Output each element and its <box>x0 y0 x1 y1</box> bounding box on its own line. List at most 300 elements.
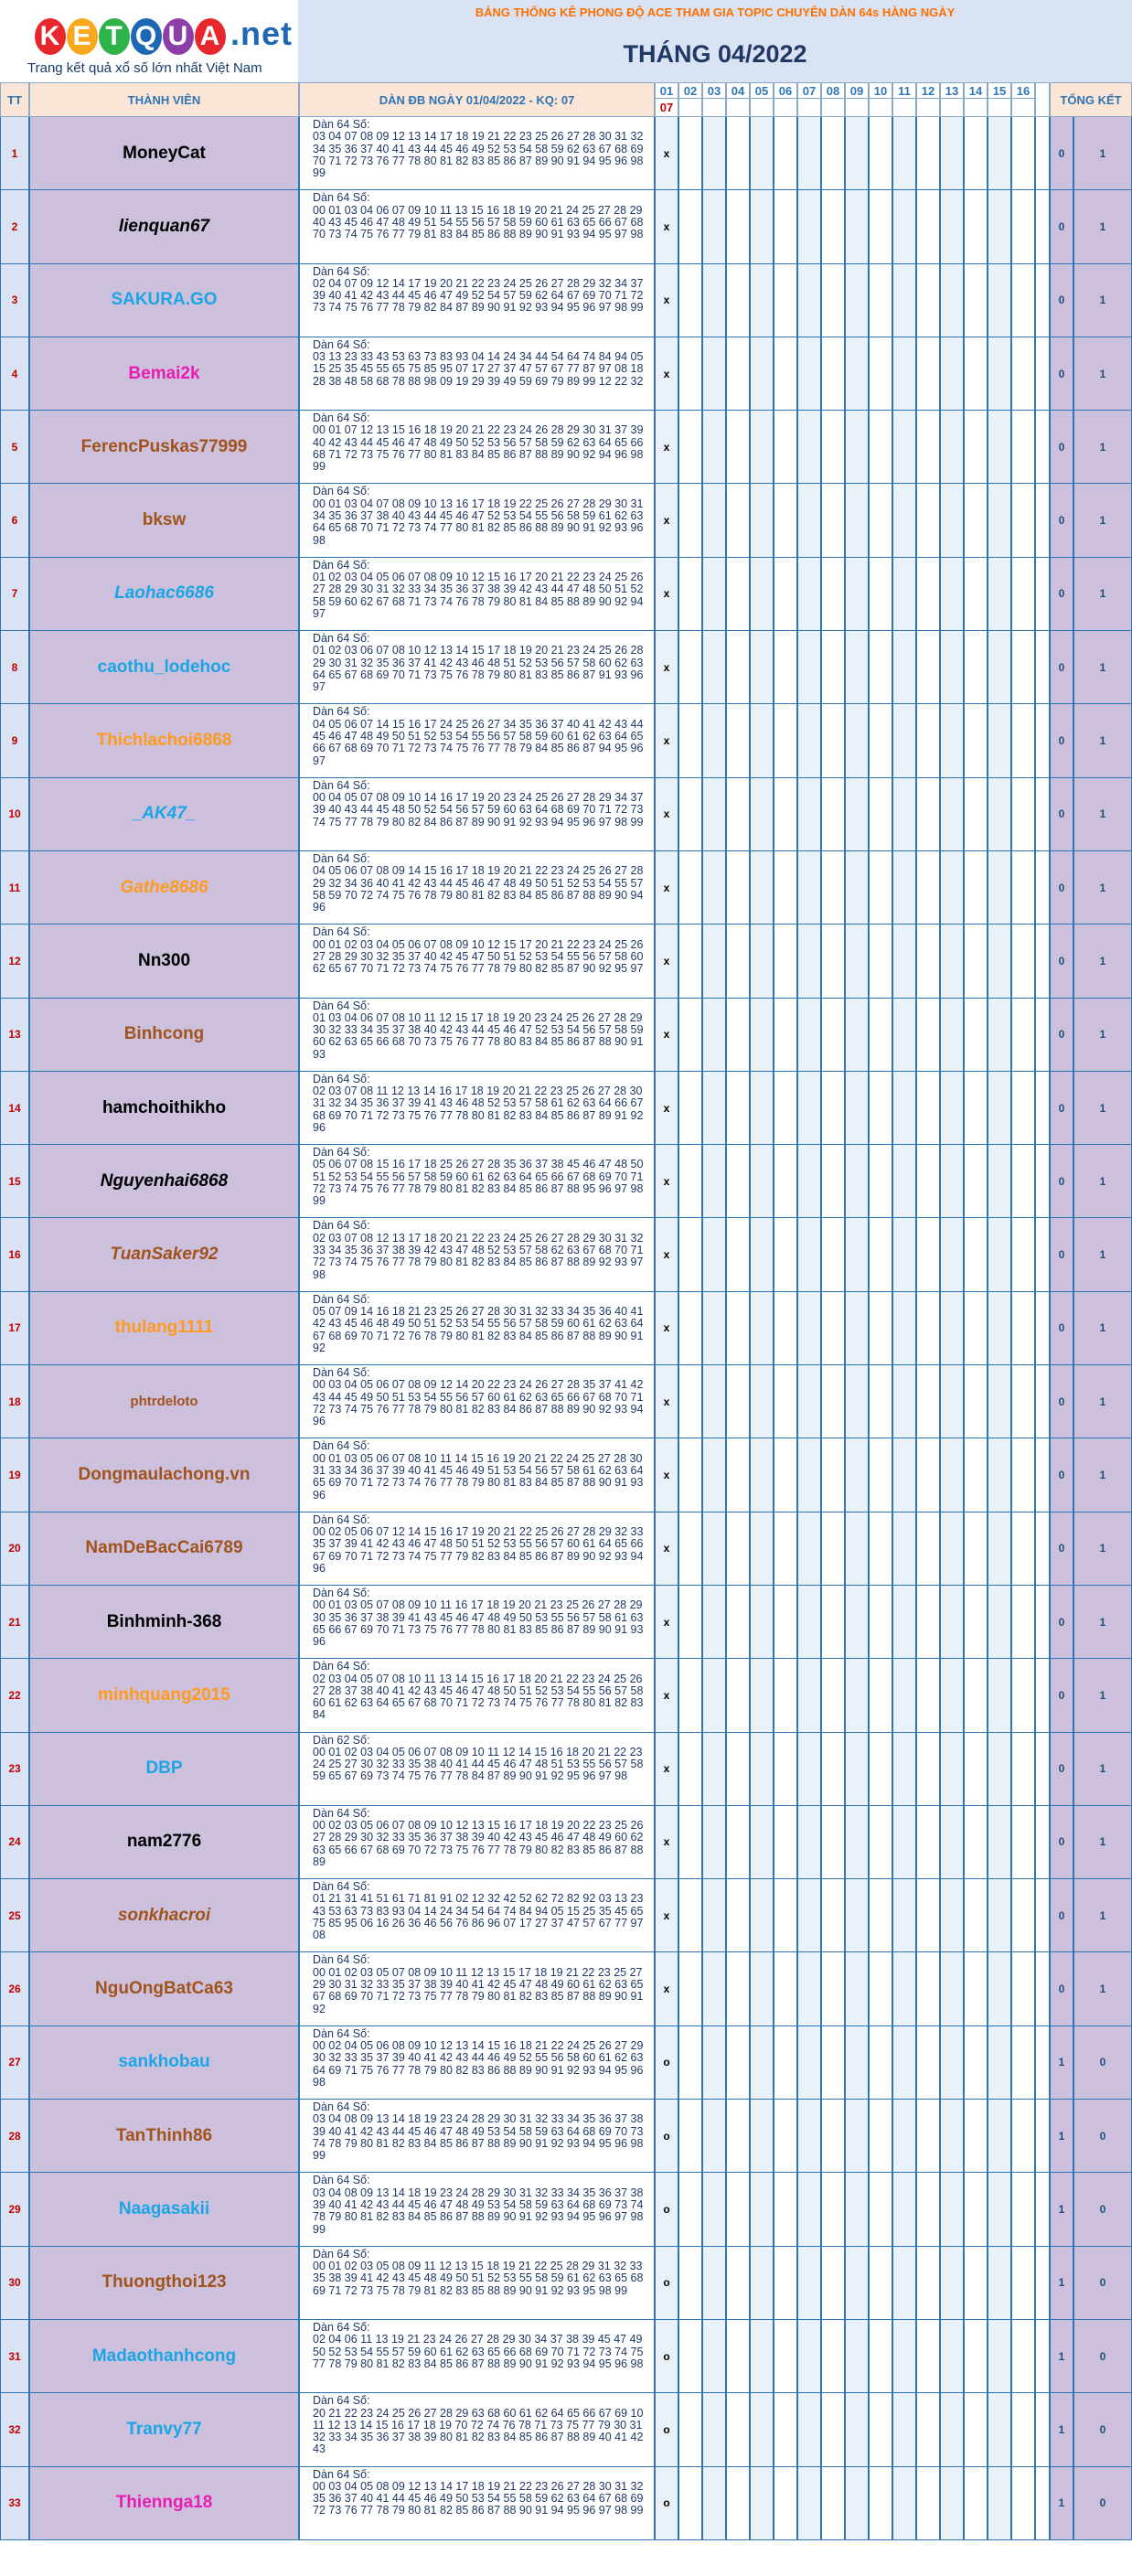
day-cell-04 <box>726 411 750 484</box>
day-cell-10 <box>869 1145 892 1218</box>
day-cell-14 <box>964 1072 988 1145</box>
day-cell-06 <box>774 1292 797 1365</box>
day-cell-02 <box>678 2247 702 2320</box>
member-name[interactable]: Thuongthoi123 <box>29 2247 299 2320</box>
spacer-cell <box>1035 631 1050 704</box>
total-win-count: 0 <box>1050 1952 1073 2026</box>
day-cell-02 <box>678 631 702 704</box>
spacer-cell <box>1035 117 1050 190</box>
day-cell-15 <box>988 2467 1011 2540</box>
day-cell-08 <box>821 778 845 851</box>
day-cell-04 <box>726 264 750 337</box>
total-win-count: 0 <box>1050 1292 1073 1365</box>
day-cell-04 <box>726 2100 750 2173</box>
member-name[interactable]: Thichlachoi6868 <box>29 704 299 777</box>
day-cell-15 <box>988 631 1011 704</box>
day-cell-15 <box>988 851 1011 925</box>
member-name[interactable]: Bemai2k <box>29 337 299 411</box>
day-cell-09 <box>845 1733 869 1806</box>
member-name[interactable]: Gathe8686 <box>29 851 299 925</box>
day-cell-04 <box>726 558 750 631</box>
day-cell-08 <box>821 2393 845 2466</box>
member-name[interactable]: DBP <box>29 1733 299 1806</box>
day-cell-08 <box>821 1218 845 1291</box>
day-cell-07 <box>797 411 821 484</box>
column-header-tt: TT <box>0 82 29 117</box>
member-name[interactable]: _AK47_ <box>29 778 299 851</box>
day-cell-09 <box>845 558 869 631</box>
total-loss-count: 1 <box>1073 1218 1132 1291</box>
day-cell-13 <box>940 1218 964 1291</box>
day-cell-11 <box>892 1292 916 1365</box>
day-cell-09 <box>845 1659 869 1732</box>
dan-numbers <box>299 264 655 337</box>
day-cell-08 <box>821 1879 845 1952</box>
day-cell-13 <box>940 2026 964 2100</box>
day-cell-08 <box>821 2247 845 2320</box>
day-cell-02 <box>678 484 702 557</box>
day-cell-03 <box>702 1733 726 1806</box>
total-loss-count: 1 <box>1073 411 1132 484</box>
day-cell-15 <box>988 558 1011 631</box>
table-row <box>0 2247 1132 2320</box>
day-cell-03 <box>702 851 726 925</box>
member-name[interactable]: SAKURA.GO <box>29 264 299 337</box>
day-cell-16 <box>1011 484 1035 557</box>
day-cell-14 <box>964 1806 988 1879</box>
day-result-13 <box>940 99 964 117</box>
day-cell-04 <box>726 1292 750 1365</box>
day-cell-07 <box>797 1952 821 2026</box>
day-header-02: 02 <box>678 82 702 99</box>
total-win-count: 0 <box>1050 190 1073 263</box>
day-cell-01: x <box>655 704 678 777</box>
day-cell-11 <box>892 1218 916 1291</box>
day-cell-13 <box>940 411 964 484</box>
total-loss-count: 1 <box>1073 1586 1132 1659</box>
member-name[interactable]: sonkhacroi <box>29 1879 299 1952</box>
day-header-12: 12 <box>916 82 940 99</box>
dan-label: Dàn 64 Số: <box>313 118 370 131</box>
day-cell-13 <box>940 704 964 777</box>
total-loss-count: 1 <box>1073 1806 1132 1879</box>
day-cell-08 <box>821 1365 845 1438</box>
day-cell-02 <box>678 1952 702 2026</box>
day-cell-14 <box>964 1659 988 1732</box>
total-win-count: 0 <box>1050 704 1073 777</box>
day-cell-04 <box>726 2247 750 2320</box>
day-cell-07 <box>797 778 821 851</box>
day-cell-06 <box>774 1879 797 1952</box>
dan-numbers <box>299 1806 655 1879</box>
day-cell-16 <box>1011 851 1035 925</box>
day-cell-01: o <box>655 2026 678 2100</box>
member-name[interactable]: caothu_lodehoc <box>29 631 299 704</box>
day-header-09: 09 <box>845 82 869 99</box>
day-cell-15 <box>988 2100 1011 2173</box>
total-win-count: 0 <box>1050 1659 1073 1732</box>
day-cell-05 <box>750 704 774 777</box>
table-row <box>0 190 1132 263</box>
day-cell-11 <box>892 1733 916 1806</box>
day-cell-10 <box>869 851 892 925</box>
dan-values: 01 21 31 41 51 61 71 81 91 02 12 32 42 52 62 72 82 92 03 13 23 43 53 63 73 83 93 04 14 24 34 54 64 74 84 94 05 15 25 35 45 65 75 85 95 06 16 26 36 46 56 76 86 96 07 17 27 37 47 57 67 77 97 08 <box>313 1892 644 1942</box>
member-name[interactable]: Laohac6686 <box>29 558 299 631</box>
day-cell-15 <box>988 1218 1011 1291</box>
day-cell-09 <box>845 2247 869 2320</box>
day-cell-15 <box>988 1512 1011 1586</box>
dan-label: Dàn 64 Số: <box>313 1660 370 1673</box>
row-number: 26 <box>0 1952 29 2026</box>
member-name[interactable]: sankhobau <box>29 2026 299 2100</box>
day-cell-04 <box>726 1952 750 2026</box>
day-cell-15 <box>988 1072 1011 1145</box>
day-cell-07 <box>797 2026 821 2100</box>
total-loss-count: 1 <box>1073 484 1132 557</box>
day-cell-04 <box>726 1072 750 1145</box>
total-loss-count: 1 <box>1073 1292 1132 1365</box>
day-cell-14 <box>964 411 988 484</box>
day-cell-11 <box>892 704 916 777</box>
day-cell-16 <box>1011 1733 1035 1806</box>
day-cell-04 <box>726 1512 750 1586</box>
day-cell-07 <box>797 1659 821 1732</box>
day-cell-13 <box>940 1438 964 1512</box>
member-name[interactable]: Nguyenhai6868 <box>29 1145 299 1218</box>
dan-values: 00 01 02 03 04 05 06 07 08 09 10 11 12 14 15 16 18 20 21 22 23 24 25 27 30 32 33 35 38 40 41 44 45 46 47 48 51 53 55 56 57 58 59 65 67 69 73 74 75 76 77 78 84 87 89 90 91 92 95 96 97 98 <box>313 1745 644 1783</box>
day-cell-12 <box>916 117 940 190</box>
total-win-count: 0 <box>1050 1806 1073 1879</box>
day-cell-05 <box>750 2173 774 2246</box>
dan-numbers <box>299 1733 655 1806</box>
day-cell-02 <box>678 1145 702 1218</box>
day-cell-10 <box>869 264 892 337</box>
day-cell-10 <box>869 1952 892 2026</box>
day-cell-14 <box>964 704 988 777</box>
table-row <box>0 337 1132 411</box>
day-cell-14 <box>964 1733 988 1806</box>
day-cell-15 <box>988 1952 1011 2026</box>
member-name[interactable]: nam2776 <box>29 1806 299 1879</box>
day-cell-12 <box>916 1806 940 1879</box>
dan-values: 00 01 07 12 13 15 16 18 19 20 21 22 23 24 26 28 29 30 31 37 39 40 42 43 44 45 46 47 48 49 50 52 53 56 57 58 59 62 63 64 65 66 68 71 72 73 75 76 77 80 81 83 84 85 86 87 88 89 90 92 94 96 98 99 <box>313 423 644 474</box>
day-cell-05 <box>750 631 774 704</box>
member-name[interactable]: Madaothanhcong <box>29 2320 299 2393</box>
spacer-cell <box>1035 2173 1050 2246</box>
day-cell-09 <box>845 264 869 337</box>
day-result-07 <box>797 99 821 117</box>
day-cell-05 <box>750 1806 774 1879</box>
day-cell-05 <box>750 1292 774 1365</box>
total-win-count: 1 <box>1050 2247 1073 2320</box>
day-cell-13 <box>940 337 964 411</box>
day-cell-14 <box>964 1512 988 1586</box>
member-name[interactable]: phtrdeloto <box>29 1365 299 1438</box>
day-cell-07 <box>797 264 821 337</box>
total-loss-count: 1 <box>1073 925 1132 998</box>
dan-values: 04 05 06 07 14 15 16 17 24 25 26 27 34 35 36 37 40 41 42 43 44 45 46 47 48 49 50 51 52 53 54 55 56 57 58 59 60 61 62 63 64 65 66 67 68 69 70 71 72 73 74 75 76 77 78 79 84 85 86 87 94 95 96 97 <box>313 717 644 767</box>
day-cell-13 <box>940 1292 964 1365</box>
day-cell-15 <box>988 1659 1011 1732</box>
day-cell-12 <box>916 925 940 998</box>
total-loss-count: 1 <box>1073 1952 1132 2026</box>
day-cell-04 <box>726 999 750 1072</box>
member-name[interactable]: Naagasakii <box>29 2173 299 2246</box>
day-cell-14 <box>964 1365 988 1438</box>
day-cell-11 <box>892 337 916 411</box>
row-number: 12 <box>0 925 29 998</box>
member-name[interactable]: lienquan67 <box>29 190 299 263</box>
day-cell-03 <box>702 2467 726 2540</box>
dan-values: 02 03 04 05 07 08 10 11 13 14 15 16 17 18 20 21 22 23 24 25 26 27 28 37 38 40 41 42 43 45 46 47 48 50 51 52 53 54 55 56 57 58 60 61 62 63 64 65 67 68 70 71 72 73 74 75 76 77 78 80 81 82 83 84 <box>313 1672 644 1722</box>
day-cell-03 <box>702 1586 726 1659</box>
dan-values: 00 01 03 05 07 08 09 10 11 16 17 18 19 20 21 23 25 26 27 28 29 30 35 36 37 38 39 41 43 45 46 47 48 49 50 53 55 56 57 58 61 63 65 66 67 69 70 71 73 75 76 77 78 80 81 83 85 86 87 89 90 91 93 96 <box>313 1598 644 1649</box>
day-cell-15 <box>988 264 1011 337</box>
day-cell-15 <box>988 2026 1011 2100</box>
day-cell-16 <box>1011 1659 1035 1732</box>
day-cell-06 <box>774 1365 797 1438</box>
day-cell-16 <box>1011 190 1035 263</box>
table-row <box>0 1733 1132 1806</box>
total-loss-count: 0 <box>1073 2026 1132 2100</box>
day-cell-02 <box>678 1512 702 1586</box>
total-loss-count: 1 <box>1073 1072 1132 1145</box>
dan-numbers <box>299 1586 655 1659</box>
spacer-cell <box>1035 2100 1050 2173</box>
day-cell-02 <box>678 2393 702 2466</box>
day-cell-07 <box>797 2173 821 2246</box>
day-cell-05 <box>750 2247 774 2320</box>
day-cell-02 <box>678 411 702 484</box>
day-cell-13 <box>940 117 964 190</box>
table-row <box>0 1879 1132 1952</box>
day-cell-02 <box>678 778 702 851</box>
member-name[interactable]: Tranvy77 <box>29 2393 299 2466</box>
day-cell-13 <box>940 1072 964 1145</box>
member-name[interactable]: NamDeBacCai6789 <box>29 1512 299 1586</box>
day-cell-09 <box>845 1145 869 1218</box>
day-cell-03 <box>702 778 726 851</box>
day-cell-02 <box>678 1659 702 1732</box>
member-name[interactable]: Dongmaulachong.vn <box>29 1438 299 1512</box>
day-cell-12 <box>916 1365 940 1438</box>
member-name[interactable]: thulang1111 <box>29 1292 299 1365</box>
day-cell-02 <box>678 2467 702 2540</box>
total-loss-count: 1 <box>1073 190 1132 263</box>
day-cell-07 <box>797 117 821 190</box>
member-name[interactable]: Thiennga18 <box>29 2467 299 2540</box>
member-name[interactable]: hamchoithikho <box>29 1072 299 1145</box>
member-name[interactable]: Binhminh-368 <box>29 1586 299 1659</box>
day-cell-16 <box>1011 2026 1035 2100</box>
day-cell-15 <box>988 1292 1011 1365</box>
row-number: 9 <box>0 704 29 777</box>
table-row <box>0 2320 1132 2393</box>
day-result-06 <box>774 99 797 117</box>
spacer-cell <box>1035 2320 1050 2393</box>
total-win-count: 0 <box>1050 411 1073 484</box>
member-name[interactable]: Binhcong <box>29 999 299 1072</box>
spacer-cell <box>1035 1806 1050 1879</box>
dan-numbers <box>299 999 655 1072</box>
total-loss-count: 1 <box>1073 999 1132 1072</box>
day-cell-05 <box>750 2393 774 2466</box>
day-cell-12 <box>916 631 940 704</box>
row-number: 32 <box>0 2393 29 2466</box>
day-cell-16 <box>1011 1365 1035 1438</box>
total-loss-count: 0 <box>1073 2247 1132 2320</box>
day-cell-16 <box>1011 631 1035 704</box>
day-cell-11 <box>892 1072 916 1145</box>
day-cell-05 <box>750 484 774 557</box>
total-win-count: 0 <box>1050 1218 1073 1291</box>
total-loss-count: 1 <box>1073 1512 1132 1586</box>
dan-label: Dàn 64 Số: <box>313 1146 370 1160</box>
day-cell-04 <box>726 1659 750 1732</box>
day-cell-04 <box>726 1586 750 1659</box>
dan-numbers <box>299 190 655 263</box>
day-cell-15 <box>988 1586 1011 1659</box>
dan-values: 00 02 05 06 07 12 14 15 16 17 19 20 21 22 25 26 27 28 29 32 33 35 37 39 41 42 43 46 47 48 50 51 52 53 55 56 57 60 61 64 65 66 67 69 70 71 72 73 74 75 77 79 82 83 84 85 86 87 89 90 92 93 94 96 <box>313 1524 644 1575</box>
day-cell-14 <box>964 631 988 704</box>
day-cell-01: x <box>655 1292 678 1365</box>
day-cell-07 <box>797 851 821 925</box>
day-cell-05 <box>750 190 774 263</box>
day-cell-06 <box>774 1586 797 1659</box>
day-cell-16 <box>1011 2393 1035 2466</box>
day-cell-10 <box>869 190 892 263</box>
dan-numbers <box>299 778 655 851</box>
dan-values: 00 02 03 05 06 07 08 09 10 12 13 15 16 17 18 19 20 22 23 25 26 27 28 29 30 32 33 35 36 37 38 39 40 42 43 45 46 47 48 49 60 62 63 65 66 67 68 69 70 72 73 75 76 77 78 79 80 82 83 85 86 87 88 89 <box>313 1819 644 1869</box>
table-row <box>0 264 1132 337</box>
member-name[interactable]: TanThinh86 <box>29 2100 299 2173</box>
dan-values: 03 04 08 09 13 14 18 19 23 24 28 29 30 31 32 33 34 35 36 37 38 39 40 41 42 43 44 45 46 47 48 49 53 54 58 59 63 64 68 69 73 74 78 79 80 81 82 83 84 85 86 87 88 89 90 91 92 93 94 95 96 97 98 99 <box>313 2186 644 2236</box>
day-cell-09 <box>845 925 869 998</box>
table-row <box>0 999 1132 1072</box>
day-cell-04 <box>726 2320 750 2393</box>
day-cell-13 <box>940 1952 964 2026</box>
dan-numbers <box>299 1218 655 1291</box>
spacer-cell <box>1035 1365 1050 1438</box>
member-name[interactable]: FerencPuskas77999 <box>29 411 299 484</box>
spacer-cell <box>1035 2247 1050 2320</box>
day-cell-03 <box>702 1072 726 1145</box>
table-row <box>0 558 1132 631</box>
dan-values: 00 04 05 07 08 09 10 14 16 17 19 20 23 24 25 26 27 28 29 34 37 39 40 43 44 45 48 50 52 54 56 57 59 60 63 64 68 69 70 71 72 73 74 75 77 78 79 80 82 84 86 87 89 90 91 92 93 94 95 96 97 98 99 <box>313 790 644 828</box>
day-cell-06 <box>774 2173 797 2246</box>
day-cell-03 <box>702 337 726 411</box>
member-name[interactable]: minhquang2015 <box>29 1659 299 1732</box>
day-cell-13 <box>940 1365 964 1438</box>
day-cell-14 <box>964 778 988 851</box>
dan-values: 00 01 02 03 05 07 08 09 10 11 12 13 15 17 18 19 21 22 23 25 27 29 30 31 32 33 35 37 38 39 40 41 42 45 47 48 49 60 61 62 63 65 67 68 69 70 71 72 73 75 77 78 79 80 81 82 83 85 87 88 89 90 91 92 <box>313 1965 644 2015</box>
member-name[interactable]: TuanSaker92 <box>29 1218 299 1291</box>
day-cell-11 <box>892 2247 916 2320</box>
dan-label: Dàn 64 Số: <box>313 632 370 646</box>
day-cell-01: x <box>655 1733 678 1806</box>
spacer-cell <box>1035 1512 1050 1586</box>
day-cell-06 <box>774 337 797 411</box>
member-name[interactable]: NguOngBatCa63 <box>29 1952 299 2026</box>
day-cell-07 <box>797 1806 821 1879</box>
spacer-cell <box>1035 778 1050 851</box>
dan-values: 00 03 04 05 08 09 12 13 14 17 18 19 21 22 23 26 27 28 30 31 32 35 36 37 40 41 44 45 46 49 50 53 54 55 58 59 62 63 64 67 68 69 72 73 76 77 78 79 80 81 82 85 86 87 88 90 91 94 95 96 97 98 99 <box>313 2479 644 2517</box>
day-cell-14 <box>964 2320 988 2393</box>
dan-numbers <box>299 117 655 190</box>
day-cell-02 <box>678 2026 702 2100</box>
day-cell-15 <box>988 1145 1011 1218</box>
day-cell-02 <box>678 1072 702 1145</box>
day-result-16 <box>1011 99 1035 117</box>
day-cell-05 <box>750 264 774 337</box>
day-cell-07 <box>797 1512 821 1586</box>
table-row <box>0 851 1132 925</box>
day-cell-05 <box>750 411 774 484</box>
dan-numbers <box>299 631 655 704</box>
spacer-cell <box>1035 190 1050 263</box>
day-cell-09 <box>845 2467 869 2540</box>
day-cell-04 <box>726 704 750 777</box>
total-win-count: 0 <box>1050 264 1073 337</box>
dan-label: Dàn 64 Số: <box>313 1439 370 1453</box>
day-cell-08 <box>821 2173 845 2246</box>
table-row <box>0 1145 1132 1218</box>
day-cell-04 <box>726 1806 750 1879</box>
day-cell-10 <box>869 1512 892 1586</box>
member-name[interactable]: MoneyCat <box>29 117 299 190</box>
dan-values: 01 02 03 04 05 06 07 08 09 10 12 15 16 17 20 21 22 23 24 25 26 27 28 29 30 31 32 33 34 35 36 37 38 39 42 43 44 47 48 50 51 52 58 59 60 62 67 68 71 73 74 76 78 79 80 81 84 85 88 89 90 92 94 97 <box>313 571 644 620</box>
day-cell-09 <box>845 2173 869 2246</box>
dan-values: 02 03 07 08 11 12 13 14 16 17 18 19 20 21 22 23 25 26 27 28 30 31 32 34 35 36 37 39 41 43 46 48 52 53 57 58 61 62 63 64 66 67 68 69 70 71 72 73 75 76 77 78 80 81 82 83 84 85 86 87 89 91 92 96 <box>313 1085 644 1135</box>
day-cell-04 <box>726 1438 750 1512</box>
day-cell-07 <box>797 1292 821 1365</box>
day-cell-12 <box>916 558 940 631</box>
total-loss-count: 1 <box>1073 704 1132 777</box>
day-cell-10 <box>869 925 892 998</box>
day-cell-13 <box>940 2393 964 2466</box>
dan-numbers <box>299 2247 655 2320</box>
day-cell-13 <box>940 264 964 337</box>
table-row <box>0 631 1132 704</box>
row-number: 7 <box>0 558 29 631</box>
day-cell-14 <box>964 1292 988 1365</box>
day-cell-01: x <box>655 1218 678 1291</box>
day-cell-14 <box>964 117 988 190</box>
day-cell-11 <box>892 1512 916 1586</box>
day-cell-10 <box>869 778 892 851</box>
member-name[interactable]: Nn300 <box>29 925 299 998</box>
ketqua-logo[interactable] <box>0 0 298 82</box>
day-cell-15 <box>988 190 1011 263</box>
day-cell-13 <box>940 631 964 704</box>
day-cell-02 <box>678 1879 702 1952</box>
day-cell-10 <box>869 2467 892 2540</box>
day-cell-07 <box>797 337 821 411</box>
dan-label: Dàn 64 Số: <box>313 2100 370 2114</box>
row-number: 28 <box>0 2100 29 2173</box>
day-cell-03 <box>702 411 726 484</box>
day-cell-08 <box>821 558 845 631</box>
member-name[interactable]: bksw <box>29 484 299 557</box>
day-cell-10 <box>869 1879 892 1952</box>
day-cell-06 <box>774 925 797 998</box>
day-cell-13 <box>940 851 964 925</box>
day-cell-08 <box>821 2026 845 2100</box>
spacer-cell <box>1035 1145 1050 1218</box>
day-cell-16 <box>1011 1438 1035 1512</box>
table-row <box>0 925 1132 998</box>
day-cell-01: o <box>655 2393 678 2466</box>
